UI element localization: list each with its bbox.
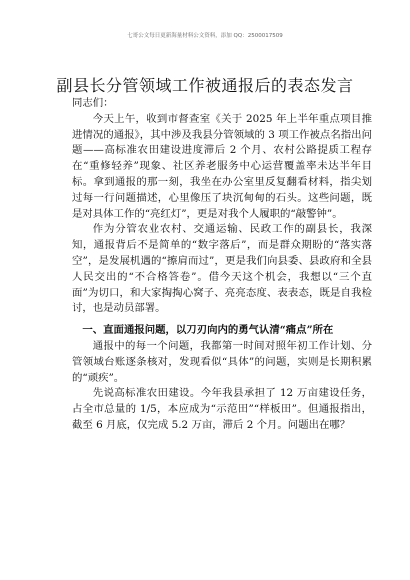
document-title: 副县长分管领域工作被通报后的表态发言 <box>56 76 354 95</box>
section-paragraph-2: 先说高标准农田建设。今年我县承担了 12 万亩建设任务，占全市总量的 1/5，本应成为“示范田”“样板田”。但通报指出，截至 6 月底，仅完成 5.2 万亩，滞后 2 个月。问题出在哪？ <box>72 387 372 431</box>
body-paragraph-2: 作为分管农业农村、交通运输、民政工作的副县长，我深知，通报背后不是简单的“数字落后”，而是群众期盼的“落实落空”，是发展机遇的“擦肩而过”，更是我们向县委、县政府和全县人民交出的“不合格答卷”。借今天这个机会，我想以“三个直面”为切口，和大家掏掏心窝子、亮亮态度、表表态，既是自我检讨，也是动员部署。 <box>72 223 372 315</box>
body-paragraph-1: 今天上午，收到市督查室《关于 2025 年上半年重点项目推进情况的通报》，其中涉及我县分管领域的 3 项工作被点名指出问题——高标准农田建设进度滞后 2 个月、农村公路提质工程存在“重修轻养”现象、社区养老服务中心运营覆盖率未达半年目标。拿到通报的那一刻，我坐在办公室里反复翻看材料，指尖划过每一行问题描述，心里像压了块沉甸甸的石头。这些问题，既是对具体工作的“亮红灯”，更是对我个人履职的“敲警钟”。 <box>72 112 372 220</box>
greeting: 同志们： <box>72 97 114 109</box>
section-heading: 一、直面通报问题，以刀刃向内的勇气认清“痛点”所在 <box>82 324 334 337</box>
header-note: 七哥公文每日更新海量材料公文资料，添加 QQ：2500017509 <box>127 33 283 39</box>
document-body <box>72 96 372 434</box>
section-paragraph-1: 通报中的每一个问题，我都第一时间对照年初工作计划、分管领域台账逐条核对，发现看似“具体”的问题，实则是长期积累的“顽疾”。 <box>72 339 372 384</box>
